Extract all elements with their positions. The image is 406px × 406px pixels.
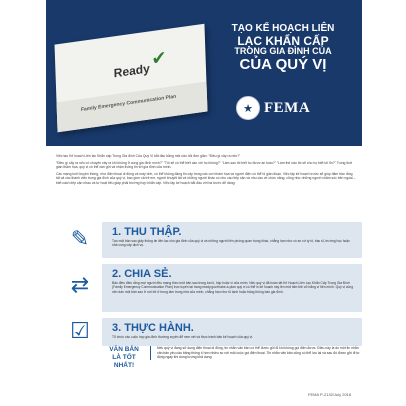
checkbox-icon: ☑ (70, 319, 90, 344)
step-share (70, 264, 362, 312)
ready-plan-card-image (55, 24, 208, 133)
document-page (46, 0, 362, 406)
text-tip-label: VĂN BẢN LÀ TỐT NHẤT! (109, 346, 139, 369)
title-line-2: LẠC KHẨN CẤP (237, 33, 329, 48)
page-title (218, 24, 348, 72)
publication-number: FEMA P-2132/July 2018 (308, 392, 352, 397)
step-practice (70, 318, 362, 346)
card-subtitle: Family Emergency Communication Plan (80, 93, 177, 114)
fema-wordmark: FEMA (264, 99, 311, 116)
header-banner (46, 0, 362, 146)
step-body: Bảo điều điều rằng mọi người đều mang theo một bản sao trong ba lô, hộp hoặc ví của mình. Nếu quý vị đã hoàn tất Kế Hoạch Liên Lạc Khẩn Cấp Trong Gia Đình (Family Emergency Communication Plan) trực tuyến tại trang ready.gov/make-a-plan quý vị có thể in kế hoạch này lên một tấm thẻ cỡ bằng ví tiện mình. Quý vị cũng nên dán một bản sao ở nơi tốt ở trong làm trong nhà của mình, chẳng hạn như tủ lạnh hoặc bảng thông báo gia đình. (112, 281, 354, 294)
intro-paragraph-2: "Điều gì xảy ra nếu có chuyện xảy ra khi không ở cùng gia đình mình?" "Tôi sẽ có thể biết cần với họ không?" "Làm sao tôi biết họ được an toàn?" "Làm thế nào tôi sẽ cho họ biết tôi ổn?" Trong thời gian thảm họa, quý vị có thể cần gửi và nhận thông tin tới gia đình của mình. (56, 160, 353, 170)
fema-logo (236, 96, 310, 120)
title-line-4: CỦA QUÝ VỊ (239, 55, 327, 73)
title-line-1: TẠO KẾ HOẠCH LIÊN (231, 23, 335, 34)
step-heading: 3. THỰC HÀNH. (112, 322, 194, 334)
step-gather (70, 222, 362, 258)
step-heading: 2. CHIA SẺ. (112, 268, 172, 280)
intro-paragraph-3: Các mạng lưới truyền thông, như điện thoại di động và máy tính, có thể không đáng tin cậy trong các cơn thảm họa và người điện có thể bị gián đoạn. Việc lập kế hoạch trước sẽ giúp đảm bảo rằng tất cả các thành viên trong gia đình của quý vị, bao gồm cả trẻ em, người khuyết tật và những người khác có nhu cầu tiếp cận và nhu cầu về chức năng, cũng như những người chăm sóc bên ngoài – biết cách tiếp cận nhau và tự hoạt tiêu giáp phải trường hợp khẩn cấp. Việc lập kế hoạch bắt đầu với ba bước dễ dàng: (56, 171, 356, 185)
intro-paragraph-1: Việc tạo Kế hoạch Liên lạc Khẩn cấp Trong Gia đình Của Quý Vị bắt đầu bằng một câu hỏi đơn giản: "Điều gì xảy ra nếu?" (56, 154, 241, 158)
title-line-3: TRONG GIA ĐÌNH CỦA (234, 46, 332, 57)
step-body: Tổ chức các cuộc họp gia đình thường xuyên để xem xét và thực hành bản kế hoạch của quý vị. (112, 335, 254, 339)
checkmark-icon: ✔ (151, 47, 167, 71)
pencil-icon: ✎ (70, 227, 90, 252)
text-tip-body: Nếu quý vị đang sử dụng điện thoại di động, tin nhắn văn bản có thể được gửi đi khi không gọi điện được. Điều này là do một tin nhắn văn bản yêu cầu băng thông ít hơn nhiều so với một cuộc gọi điện thoại. Tin nhắn văn bản cũng có thể lưu lại và sau đó được gửi đi tự động ngay khi dung lượng khả dụng. (150, 346, 363, 360)
step-heading: 1. THU THẬP. (112, 226, 182, 238)
ready-word: Ready (113, 61, 151, 81)
dhs-seal-icon: ★ (236, 96, 260, 120)
step-body: Tạo một bản sao giấy thông tin liên lạc cho gia đình của quý vị và những người liên phòng quan trọng khác, chẳng hạn như có se cứ ty tô, bác sĩ, trường học hoặc nhà cung cấp dịch vụ. (112, 239, 350, 248)
share-icon: ⇄ (70, 273, 90, 298)
intro-text (56, 154, 356, 188)
card-fold (57, 81, 208, 132)
